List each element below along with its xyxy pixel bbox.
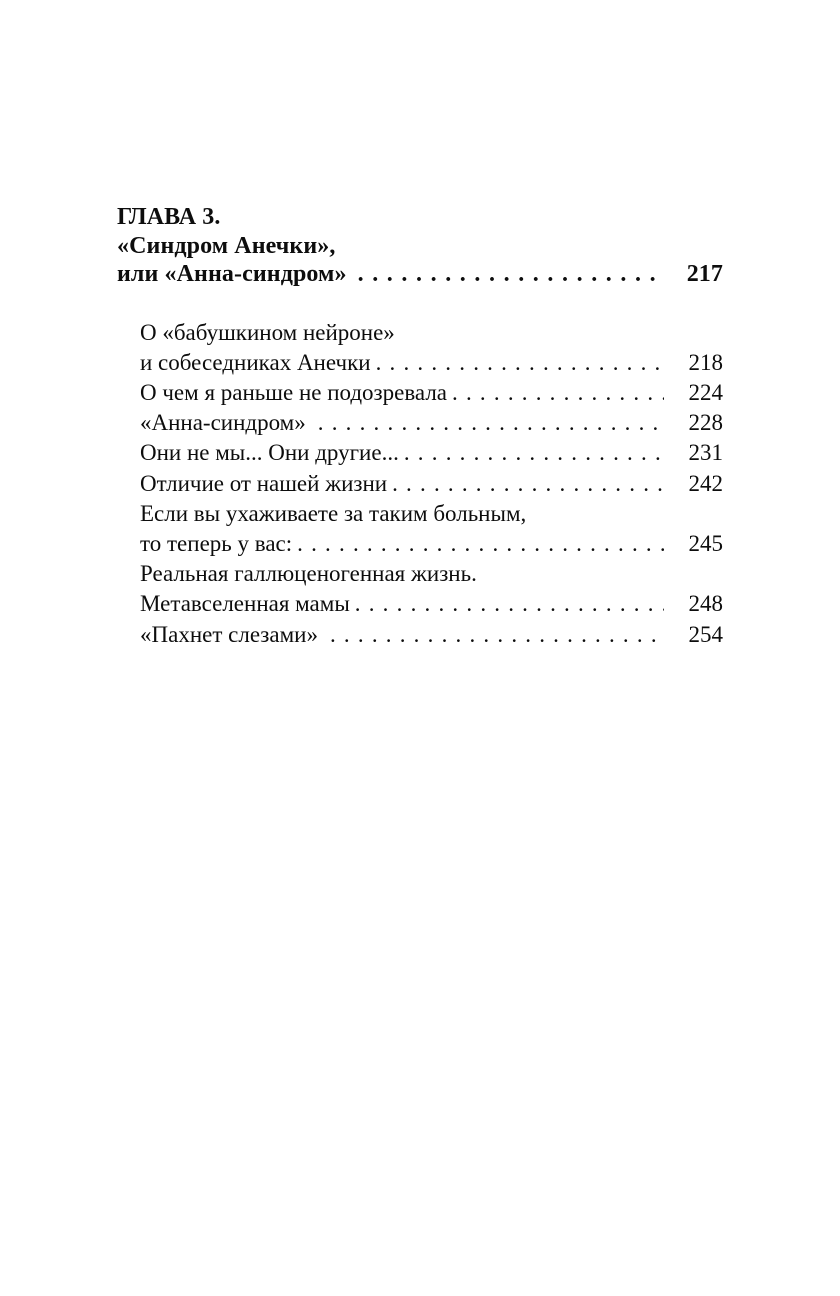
entry-text-line-2: и собеседниках Анечки bbox=[140, 349, 371, 375]
entry-leader-row bbox=[140, 529, 723, 559]
chapter-page-number: 217 bbox=[686, 261, 723, 287]
entry-text-line-2: О чем я раньше не подозревала bbox=[140, 379, 448, 405]
entry-text-line-1: Реальная галлюценогенная жизнь. bbox=[140, 561, 477, 587]
toc-entry[interactable] bbox=[140, 378, 723, 408]
entry-dot-leader bbox=[404, 441, 664, 464]
entry-page-number: 218 bbox=[688, 349, 723, 375]
entry-text-line-2: Метавселенная мамы bbox=[140, 591, 350, 617]
entry-leader-row bbox=[140, 589, 723, 619]
entry-dot-leader bbox=[392, 472, 664, 495]
toc-entry[interactable] bbox=[140, 469, 723, 499]
toc-entry[interactable] bbox=[140, 318, 723, 378]
entry-page-number: 245 bbox=[688, 530, 723, 556]
entry-dot-leader bbox=[330, 623, 664, 646]
toc-entry[interactable] bbox=[140, 438, 723, 468]
entry-page-number: 248 bbox=[688, 591, 723, 617]
entry-text-line-2: Отличие от нашей жизни bbox=[140, 470, 388, 496]
entry-text-line-2: то теперь у вас: bbox=[140, 530, 293, 556]
entry-page-number: 231 bbox=[688, 440, 723, 466]
chapter-heading bbox=[117, 203, 723, 289]
entry-page-number: 242 bbox=[688, 470, 723, 496]
chapter-title-line-2: или «Анна-синдром» bbox=[117, 261, 347, 287]
toc-entry[interactable] bbox=[140, 620, 723, 650]
chapter-dot-leader bbox=[358, 262, 661, 286]
entry-page-number: 254 bbox=[688, 621, 723, 647]
entry-dot-leader bbox=[376, 351, 664, 374]
chapter-title-row bbox=[117, 260, 723, 289]
entry-leader-row bbox=[140, 348, 723, 378]
table-of-contents bbox=[117, 203, 723, 650]
entry-text-line-2: «Анна-синдром» bbox=[140, 410, 306, 436]
entry-dot-leader bbox=[318, 411, 664, 434]
toc-entry[interactable] bbox=[140, 499, 723, 559]
entry-leader-row bbox=[140, 378, 723, 408]
entry-leader-row bbox=[140, 408, 723, 438]
entry-leader-row bbox=[140, 469, 723, 499]
entry-list bbox=[140, 318, 723, 650]
entry-page-number: 228 bbox=[688, 410, 723, 436]
entry-leader-row bbox=[140, 620, 723, 650]
entry-text-line-2: «Пахнет слезами» bbox=[140, 621, 318, 647]
toc-entry[interactable] bbox=[140, 559, 723, 619]
entry-text-line-1: Если вы ухаживаете за таким больным, bbox=[140, 500, 527, 526]
entry-dot-leader bbox=[297, 532, 664, 555]
entry-text-line-2: Они не мы... Они другие... bbox=[140, 440, 399, 466]
entry-page-number: 224 bbox=[688, 379, 723, 405]
entry-dot-leader bbox=[355, 592, 664, 615]
entry-dot-leader bbox=[452, 381, 664, 404]
entry-text-line-1: О «бабушкином нейроне» bbox=[140, 319, 395, 345]
chapter-title-line-1: «Синдром Анечки», bbox=[117, 232, 336, 259]
entry-leader-row bbox=[140, 438, 723, 468]
toc-entry[interactable] bbox=[140, 408, 723, 438]
chapter-label: ГЛАВА 3. bbox=[117, 204, 221, 230]
